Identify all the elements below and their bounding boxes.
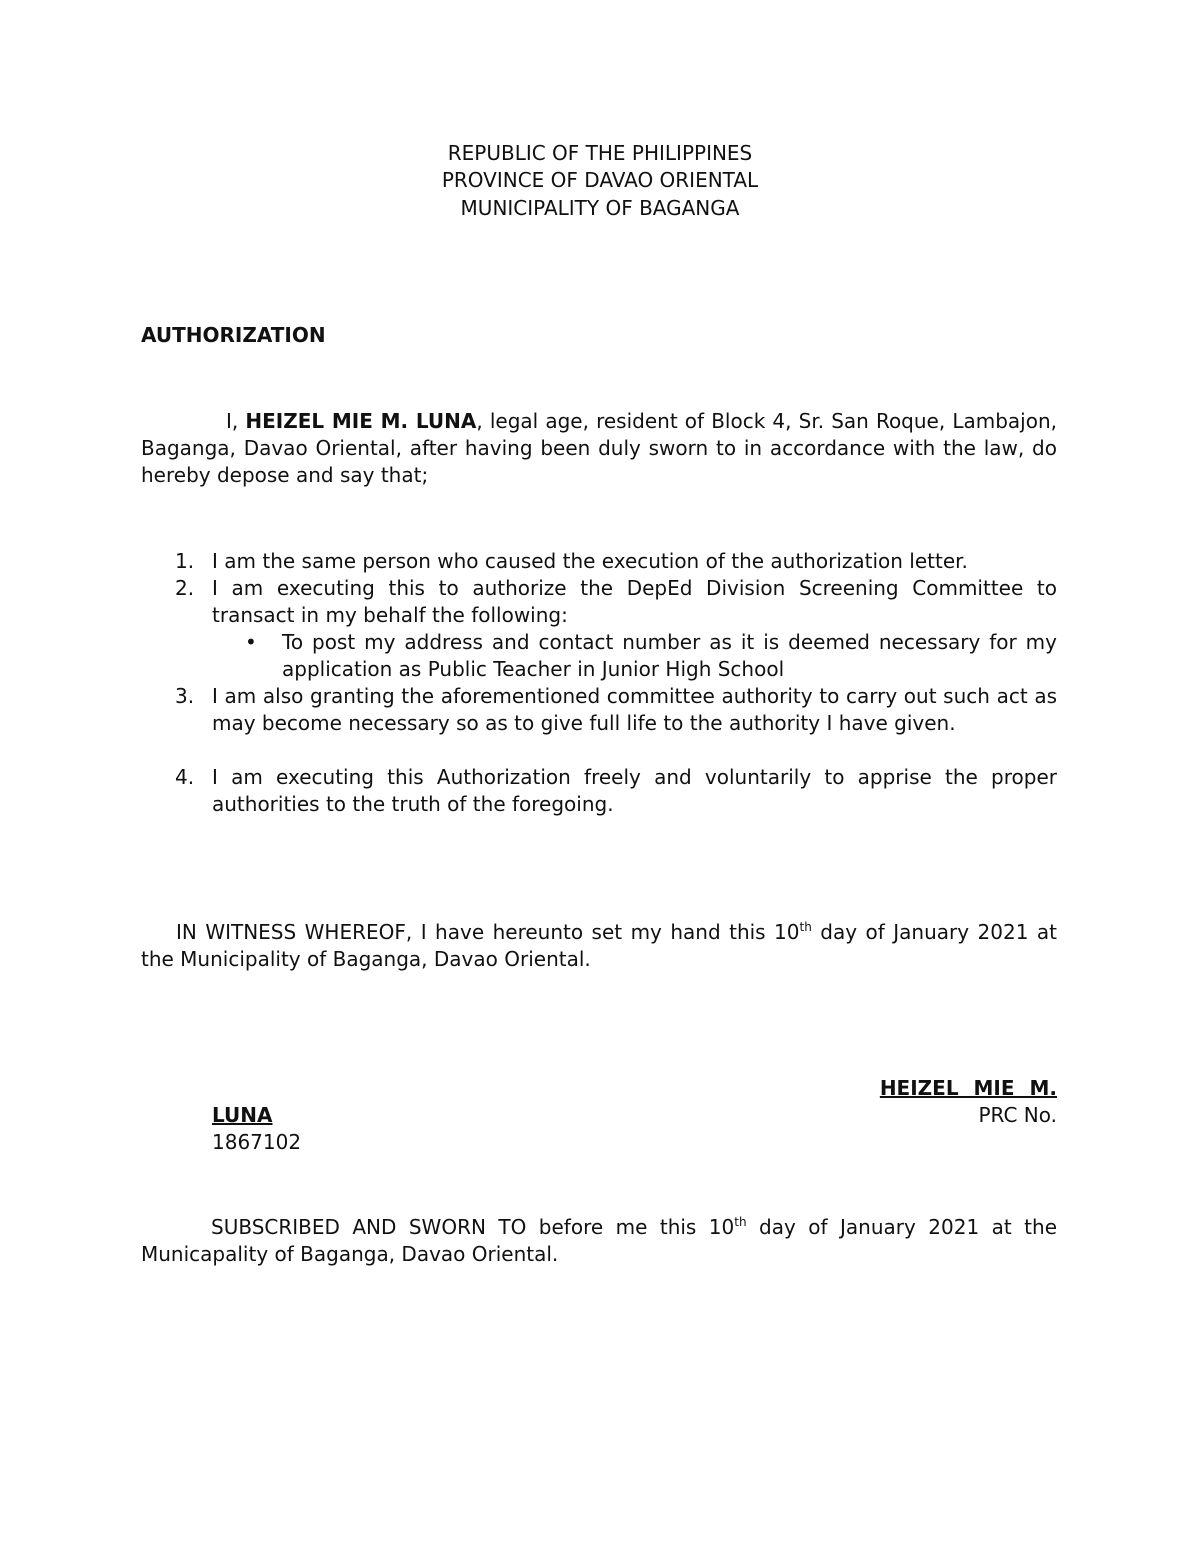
intro-paragraph <box>141 408 1057 489</box>
header-province: PROVINCE OF DAVAO ORIENTAL <box>441 168 759 192</box>
list-item-text: I am also granting the aforementioned committee authority to carry out such act as may become necessary so as to give full life to the authority I have given. <box>212 684 1057 735</box>
list-item <box>175 575 1057 629</box>
intro-prefix: I, <box>226 409 239 433</box>
signatory-name-line2: LUNA <box>212 1103 273 1127</box>
document-title: AUTHORIZATION <box>141 323 326 347</box>
list-item-text: I am the same person who caused the execution of the authorization letter. <box>212 549 968 573</box>
affiant-name: HEIZEL MIE M. LUNA <box>245 409 477 433</box>
list-item <box>175 764 1057 818</box>
witness-paragraph: IN WITNESS WHEREOF, I have hereunto set my hand this 10th day of January 2021 at the Municipality of Baganga, Davao Oriental. <box>141 920 1058 971</box>
intro-text: , legal age, resident of Block 4, Sr. San Roque, Lambajon, Baganga, Davao Oriental, after having been duly sworn to in accordance with the law, do hereby depose and say that; <box>141 409 1057 487</box>
prc-label: PRC No. <box>978 1103 1057 1127</box>
list-item <box>175 683 1057 737</box>
list-item-number: 3. <box>175 684 195 708</box>
list-item-text: I am executing this to authorize the DepEd Division Screening Committee to transact in my behalf the following: <box>212 576 1057 627</box>
header-republic: REPUBLIC OF THE PHILIPPINES <box>447 141 753 165</box>
list-item-number: 4. <box>175 765 195 789</box>
prc-number: 1867102 <box>212 1130 302 1154</box>
signatory-name-line1: HEIZEL MIE M. <box>879 1076 1057 1100</box>
jurat-paragraph: SUBSCRIBED AND SWORN TO before me this 10th day of January 2021 at the Municapality of Baganga, Davao Oriental. <box>141 1215 1057 1266</box>
sub-list-item <box>245 629 1057 683</box>
list-item <box>175 548 1057 575</box>
list-item-number: 1. <box>175 549 195 573</box>
header-municipality: MUNICIPALITY OF BAGANGA <box>460 196 740 220</box>
list-item-number: 2. <box>175 576 195 600</box>
bullet-icon: • <box>245 630 257 654</box>
list-item-text: I am executing this Authorization freely and voluntarily to apprise the proper authorities to the truth of the foregoing. <box>212 765 1057 816</box>
sub-list-item-text: To post my address and contact number as it is deemed necessary for my application as Public Teacher in Junior High School <box>282 630 1057 681</box>
